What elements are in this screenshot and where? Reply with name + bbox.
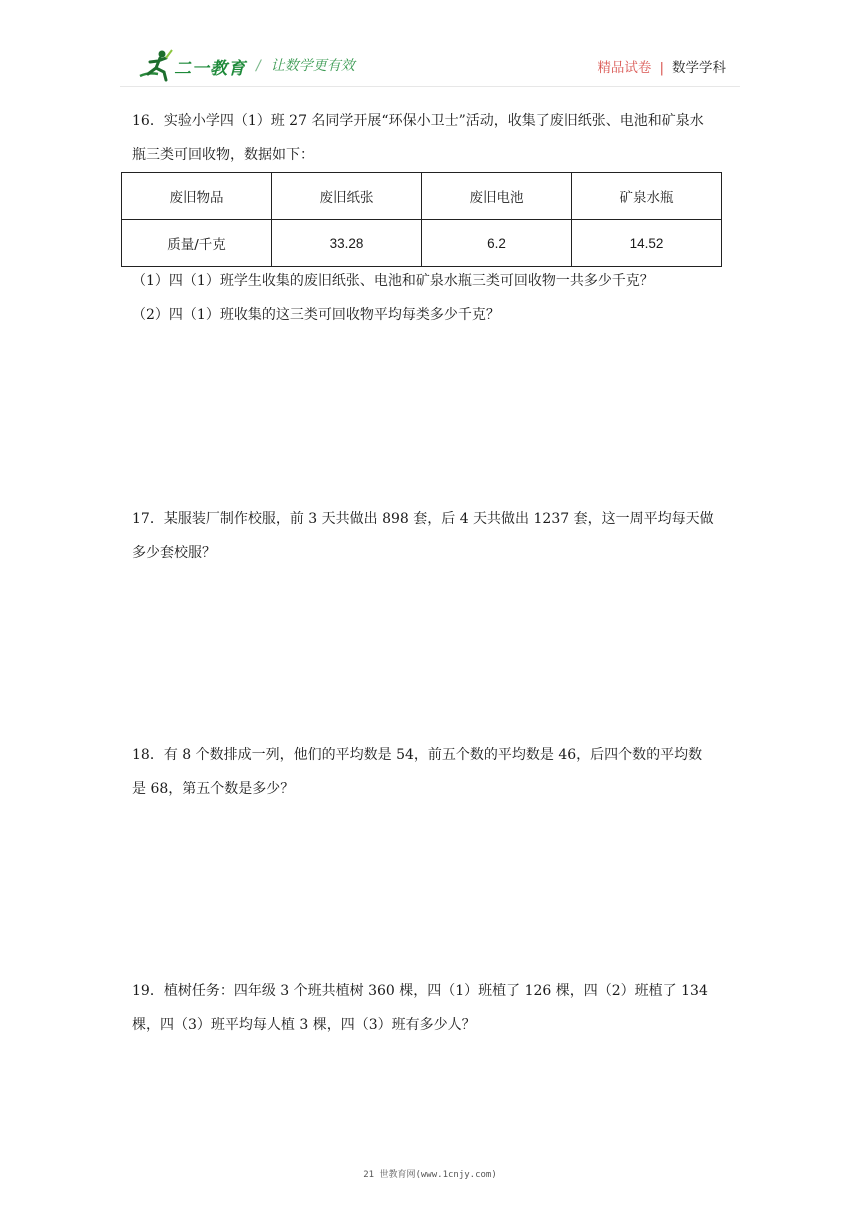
q16-sub1: （1）四（1）班学生收集的废旧纸张、电池和矿泉水瓶三类可回收物一共多少千克？ <box>132 273 654 289</box>
question-19 <box>132 974 732 1042</box>
table-row <box>122 220 722 267</box>
q16-sub2: （2）四（1）班收集的这三类可回收物平均每类多少千克？ <box>132 307 500 323</box>
table-cell: 质量/千克 <box>122 220 272 267</box>
table-header-row <box>122 173 722 220</box>
table-cell: 6.2 <box>422 220 572 267</box>
slogan-text: 让数学更有效 <box>270 58 355 74</box>
header-divider: | <box>659 60 664 76</box>
q19-line2: 棵，四（3）班平均每人植 3 棵，四（3）班有多少人？ <box>132 1017 476 1033</box>
q18-line1: 18．有 8 个数排成一列，他们的平均数是 54，前五个数的平均数是 46，后四个数的平均数 <box>132 747 703 763</box>
question-18 <box>132 738 732 806</box>
page-footer: 21 世教育网(www.1cnjy.com) <box>363 1170 497 1180</box>
table-cell: 废旧物品 <box>122 173 272 220</box>
q16-line1: 16．实验小学四（1）班 27 名同学开展“环保小卫士”活动，收集了废旧纸张、电池和矿泉水 <box>132 113 704 129</box>
header-subject: 数学学科 <box>672 60 726 76</box>
q18-line2: 是 68，第五个数是多少？ <box>132 781 295 797</box>
q19-line1: 19．植树任务：四年级 3 个班共植树 360 棵，四（1）班植了 126 棵，四（2）班植了 134 <box>132 983 708 999</box>
table-cell: 废旧纸张 <box>272 173 422 220</box>
header-slogan: / 让数学更有效 <box>256 58 355 74</box>
q16-line2: 瓶三类可回收物，数据如下： <box>132 147 314 163</box>
q16-data-table <box>121 172 722 267</box>
question-17 <box>132 502 732 570</box>
page-header <box>0 0 860 90</box>
question-16 <box>132 104 732 172</box>
header-rule <box>120 86 740 87</box>
header-right <box>597 56 726 76</box>
logo-text: 二一教育 <box>174 59 246 79</box>
table-cell: 33.28 <box>272 220 422 267</box>
table-cell: 14.52 <box>572 220 722 267</box>
table-cell: 矿泉水瓶 <box>572 173 722 220</box>
q17-line2: 多少套校服？ <box>132 545 216 561</box>
q17-line1: 17．某服装厂制作校服，前 3 天共做出 898 套，后 4 天共做出 1237 套，这一周平均每天做 <box>132 511 714 527</box>
table-cell: 废旧电池 <box>422 173 572 220</box>
header-label: 精品试卷 <box>597 60 652 76</box>
